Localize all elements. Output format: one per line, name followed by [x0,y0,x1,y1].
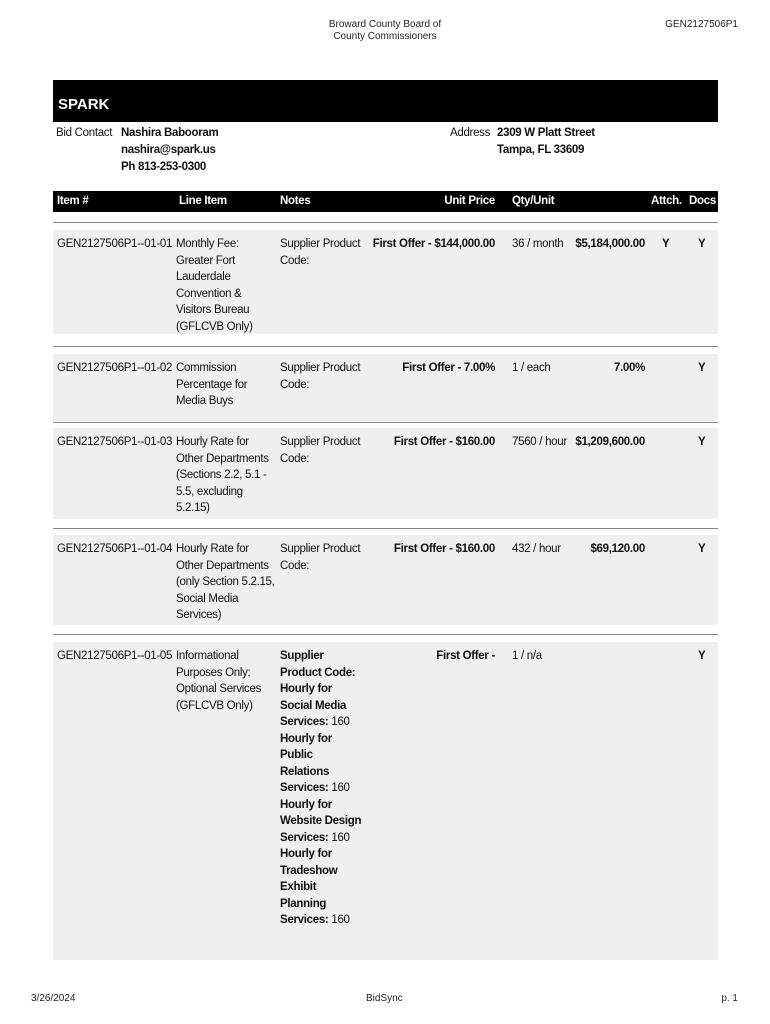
bid-contact-details [121,125,218,176]
header-qty-unit: Qty/Unit [512,195,555,207]
contact-email: nashira@spark.us [121,144,216,156]
row-docs: Y [698,650,706,662]
table-row [53,354,718,421]
row-docs: Y [698,436,706,448]
row-unit-price: First Offer - $160.00 [393,436,495,448]
row-notes-block [280,648,362,929]
address-line-2: Tampa, FL 33609 [497,144,585,156]
page-header-org [0,19,770,43]
row-docs: Y [698,238,706,250]
notes-extra-value: 160 [331,914,350,926]
table-row [53,642,718,960]
row-line-item: Hourly Rate for Other Departments (only Section 5.2.15, Social Media Services) [176,543,275,621]
row-qty-unit: 1 / n/a [512,650,542,662]
notes-extra-value: 160 [331,831,350,844]
row-qty-unit: 36 / month [512,238,564,250]
address-label: Address [450,127,491,139]
row-total: 7.00% [613,362,645,374]
row-line-item: Monthly Fee: Greater Fort Lauderdale Convention & Visitors Bureau (GFLCVB Only) [176,238,253,333]
row-divider [53,528,718,529]
table-row [53,428,718,519]
table-row [53,230,718,334]
notes-extra-label: Hourly for Social Media Services: [280,683,347,728]
vendor-bar [53,80,718,122]
footer-center: BidSync [366,993,403,1004]
header-unit-price: Unit Price [444,195,495,207]
row-unit-price: First Offer - $144,000.00 [372,238,495,250]
row-item-number: GEN2127506P1--01-01 [57,238,173,250]
bid-contact-label: Bid Contact [56,127,113,139]
org-line-2: County Commissioners [333,31,437,42]
notes-extra-item [280,731,362,797]
address-line-1: 2309 W Platt Street [497,127,595,139]
address-details [497,125,595,159]
row-divider [53,222,718,223]
notes-extra-item [280,846,362,929]
footer-page: p. 1 [721,993,738,1004]
row-notes: Supplier Product Code: [280,362,361,391]
row-item-number: GEN2127506P1--01-04 [57,543,173,555]
notes-extra-label: Hourly for Public Relations Services: [280,732,332,794]
row-notes: Supplier Product Code: [280,650,356,679]
row-total: $1,209,600.00 [575,436,645,448]
vendor-name: SPARK [58,96,110,113]
row-qty-unit: 7560 / hour [512,436,567,448]
row-unit-price: First Offer - 7.00% [402,362,495,374]
row-total: $5,184,000.00 [575,238,645,250]
table-row [53,535,718,625]
row-notes: Supplier Product Code: [280,543,361,572]
header-notes: Notes [280,195,311,207]
row-attch: Y [662,238,670,250]
header-item: Item # [57,195,89,207]
row-item-number: GEN2127506P1--01-02 [57,362,173,374]
row-divider [53,634,718,635]
row-item-number: GEN2127506P1--01-03 [57,436,173,448]
row-line-item: Commission Percentage for Media Buys [176,362,248,407]
row-divider [53,422,718,423]
contact-phone: Ph 813-253-0300 [121,161,207,173]
row-line-item: Informational Purposes Only: Optional Services (GFLCVB Only) [176,650,262,712]
row-divider [53,346,718,347]
header-attch: Attch. [651,195,682,207]
notes-extra-item [280,681,362,731]
row-unit-price: First Offer - [436,650,495,662]
row-total: $69,120.00 [590,543,645,555]
notes-extra-label: Hourly for Tradeshow Exhibit Planning Services: [280,848,338,926]
notes-extra-value: 160 [331,716,350,728]
row-line-item: Hourly Rate for Other Departments (Sections 2.2, 5.1 - 5.5, excluding 5.2.15) [176,436,269,514]
row-docs: Y [698,362,706,374]
vendor-contact-block [53,125,718,177]
row-unit-price: First Offer - $160.00 [393,543,495,555]
row-qty-unit: 1 / each [512,362,551,374]
table-header [53,191,718,212]
row-notes: Supplier Product Code: [280,238,361,267]
row-qty-unit: 432 / hour [512,543,561,555]
row-item-number: GEN2127506P1--01-05 [57,650,173,662]
notes-extra-label: Hourly for Website Design Services: [280,798,362,844]
footer-date: 3/26/2024 [31,993,76,1004]
contact-name: Nashira Babooram [121,127,219,139]
row-notes: Supplier Product Code: [280,436,361,465]
notes-extra-item [280,797,362,847]
org-line-1: Broward County Board of [328,19,442,30]
header-line-item: Line Item [179,195,227,207]
notes-extra-value: 160 [331,782,350,794]
row-docs: Y [698,543,706,555]
header-docs: Docs [689,195,716,207]
page-header-bid-number: GEN2127506P1 [665,19,738,30]
